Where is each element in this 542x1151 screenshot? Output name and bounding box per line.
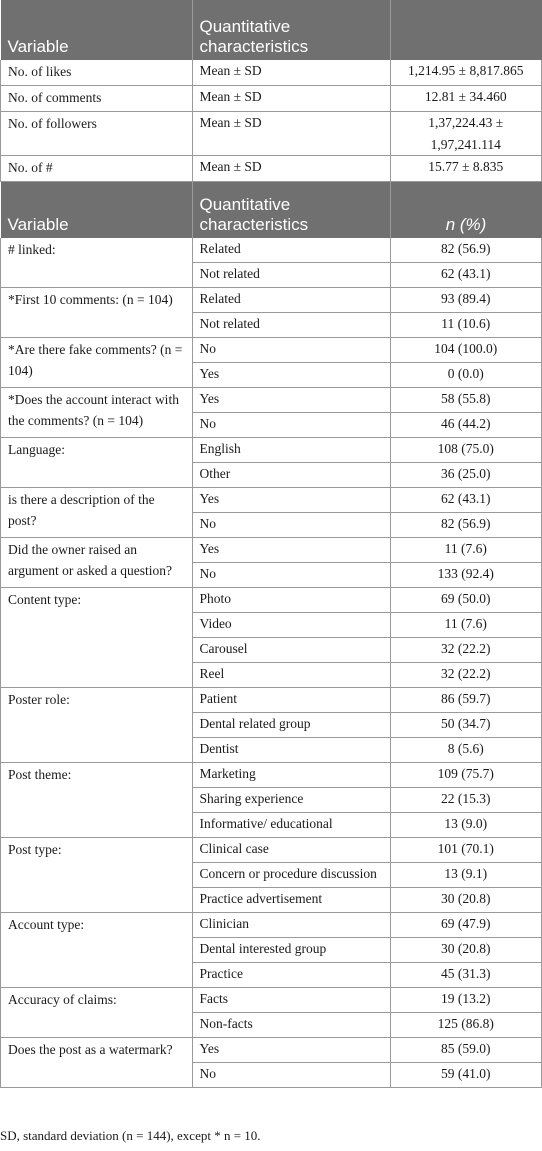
cell-value: 22 (15.3) xyxy=(390,787,542,812)
table-row xyxy=(1,238,542,263)
table-row xyxy=(1,587,542,612)
cell-value: 19 (13.2) xyxy=(390,987,542,1012)
cell-value: 62 (43.1) xyxy=(390,262,542,287)
cell-value: 1,214.95 ± 8,817.865 xyxy=(390,60,542,86)
table-body xyxy=(1,0,542,1087)
table-header-row xyxy=(1,182,542,238)
cell-variable: *First 10 comments: (n = 104) xyxy=(1,287,193,337)
table-row xyxy=(1,1037,542,1062)
header-characteristics: Quantitative characteristics xyxy=(192,0,390,60)
cell-characteristic: No xyxy=(192,562,390,587)
cell-characteristic: Yes xyxy=(192,487,390,512)
cell-value: 30 (20.8) xyxy=(390,887,542,912)
table-row xyxy=(1,86,542,112)
header-variable: Variable xyxy=(1,0,193,60)
table-footnote: SD, standard deviation (n = 144), except * n = 10. xyxy=(0,1128,261,1143)
cell-value: 69 (50.0) xyxy=(390,587,542,612)
cell-value: 69 (47.9) xyxy=(390,912,542,937)
table-row xyxy=(1,537,542,562)
cell-value: 82 (56.9) xyxy=(390,238,542,263)
cell-characteristic: No xyxy=(192,1062,390,1087)
cell-value: 0 (0.0) xyxy=(390,362,542,387)
cell-variable: No. of comments xyxy=(1,86,193,112)
table-row xyxy=(1,837,542,862)
cell-characteristic: Reel xyxy=(192,662,390,687)
cell-value: 11 (7.6) xyxy=(390,537,542,562)
cell-characteristic: Dentist xyxy=(192,737,390,762)
cell-value: 59 (41.0) xyxy=(390,1062,542,1087)
cell-value: 85 (59.0) xyxy=(390,1037,542,1062)
cell-characteristic: Dental related group xyxy=(192,712,390,737)
table-row xyxy=(1,487,542,512)
table-row xyxy=(1,387,542,412)
cell-value: 45 (31.3) xyxy=(390,962,542,987)
cell-value: 62 (43.1) xyxy=(390,487,542,512)
table-row xyxy=(1,912,542,937)
cell-characteristic: No xyxy=(192,412,390,437)
cell-characteristic: Non-facts xyxy=(192,1012,390,1037)
cell-characteristic: Not related xyxy=(192,312,390,337)
cell-variable: No. of # xyxy=(1,156,193,182)
cell-value: 15.77 ± 8.835 xyxy=(390,156,542,182)
cell-variable: Account type: xyxy=(1,912,193,987)
table-row xyxy=(1,987,542,1012)
cell-value: 104 (100.0) xyxy=(390,337,542,362)
cell-characteristic: English xyxy=(192,437,390,462)
cell-characteristic: Photo xyxy=(192,587,390,612)
cell-variable: Language: xyxy=(1,437,193,487)
cell-characteristic: Dental interested group xyxy=(192,937,390,962)
cell-characteristic: Yes xyxy=(192,362,390,387)
cell-characteristic: No xyxy=(192,512,390,537)
cell-value: 13 (9.1) xyxy=(390,862,542,887)
cell-variable: *Does the account interact with the comments? (n = 104) xyxy=(1,387,193,437)
cell-variable: Did the owner raised an argument or asked a question? xyxy=(1,537,193,587)
header-variable: Variable xyxy=(1,182,193,238)
cell-characteristic: Yes xyxy=(192,387,390,412)
cell-value: 125 (86.8) xyxy=(390,1012,542,1037)
cell-value: 32 (22.2) xyxy=(390,637,542,662)
table-row xyxy=(1,337,542,362)
cell-characteristic: Sharing experience xyxy=(192,787,390,812)
cell-characteristic: Informative/ educational xyxy=(192,812,390,837)
cell-variable: No. of followers xyxy=(1,112,193,156)
cell-characteristic: Facts xyxy=(192,987,390,1012)
cell-characteristic: Mean ± SD xyxy=(192,60,390,86)
cell-value: 82 (56.9) xyxy=(390,512,542,537)
table-row xyxy=(1,60,542,86)
cell-characteristic: Clinical case xyxy=(192,837,390,862)
cell-variable: Post type: xyxy=(1,837,193,912)
cell-variable: Accuracy of claims: xyxy=(1,987,193,1037)
table-row xyxy=(1,287,542,312)
cell-characteristic: Mean ± SD xyxy=(192,156,390,182)
cell-value: 101 (70.1) xyxy=(390,837,542,862)
cell-characteristic: Marketing xyxy=(192,762,390,787)
cell-value: 13 (9.0) xyxy=(390,812,542,837)
cell-value: 133 (92.4) xyxy=(390,562,542,587)
cell-characteristic: Related xyxy=(192,287,390,312)
cell-variable: No. of likes xyxy=(1,60,193,86)
header-value xyxy=(390,0,542,60)
cell-characteristic: Clinician xyxy=(192,912,390,937)
table-row xyxy=(1,687,542,712)
cell-characteristic: Video xyxy=(192,612,390,637)
cell-value: 11 (7.6) xyxy=(390,612,542,637)
cell-value: 93 (89.4) xyxy=(390,287,542,312)
cell-characteristic: Other xyxy=(192,462,390,487)
cell-characteristic: Related xyxy=(192,238,390,263)
cell-value: 30 (20.8) xyxy=(390,937,542,962)
cell-characteristic: Patient xyxy=(192,687,390,712)
table-row xyxy=(1,437,542,462)
cell-value: 50 (34.7) xyxy=(390,712,542,737)
table-row xyxy=(1,762,542,787)
cell-characteristic: Mean ± SD xyxy=(192,86,390,112)
table-row xyxy=(1,156,542,182)
cell-characteristic: Practice xyxy=(192,962,390,987)
cell-value: 58 (55.8) xyxy=(390,387,542,412)
table-row xyxy=(1,112,542,156)
cell-characteristic: Practice advertisement xyxy=(192,887,390,912)
cell-variable: Poster role: xyxy=(1,687,193,762)
cell-value: 12.81 ± 34.460 xyxy=(390,86,542,112)
cell-value: 36 (25.0) xyxy=(390,462,542,487)
cell-variable: is there a description of the post? xyxy=(1,487,193,537)
cell-variable: *Are there fake comments? (n = 104) xyxy=(1,337,193,387)
cell-characteristic: Yes xyxy=(192,1037,390,1062)
cell-value: 1,37,224.43 ± 1,97,241.114 xyxy=(390,112,542,156)
cell-value: 11 (10.6) xyxy=(390,312,542,337)
cell-value: 8 (5.6) xyxy=(390,737,542,762)
cell-value: 46 (44.2) xyxy=(390,412,542,437)
cell-characteristic: Carousel xyxy=(192,637,390,662)
cell-characteristic: Not related xyxy=(192,262,390,287)
cell-variable: Content type: xyxy=(1,587,193,687)
cell-value: 108 (75.0) xyxy=(390,437,542,462)
cell-characteristic: Yes xyxy=(192,537,390,562)
cell-characteristic: Concern or procedure discussion xyxy=(192,862,390,887)
cell-value: 32 (22.2) xyxy=(390,662,542,687)
cell-value: 109 (75.7) xyxy=(390,762,542,787)
cell-characteristic: No xyxy=(192,337,390,362)
cell-variable: # linked: xyxy=(1,238,193,288)
table-header-row xyxy=(1,0,542,60)
cell-variable: Does the post as a watermark? xyxy=(1,1037,193,1087)
cell-variable: Post theme: xyxy=(1,762,193,837)
cell-characteristic: Mean ± SD xyxy=(192,112,390,156)
header-characteristics: Quantitative characteristics xyxy=(192,182,390,238)
header-value: n (%) xyxy=(390,182,542,238)
cell-value: 86 (59.7) xyxy=(390,687,542,712)
